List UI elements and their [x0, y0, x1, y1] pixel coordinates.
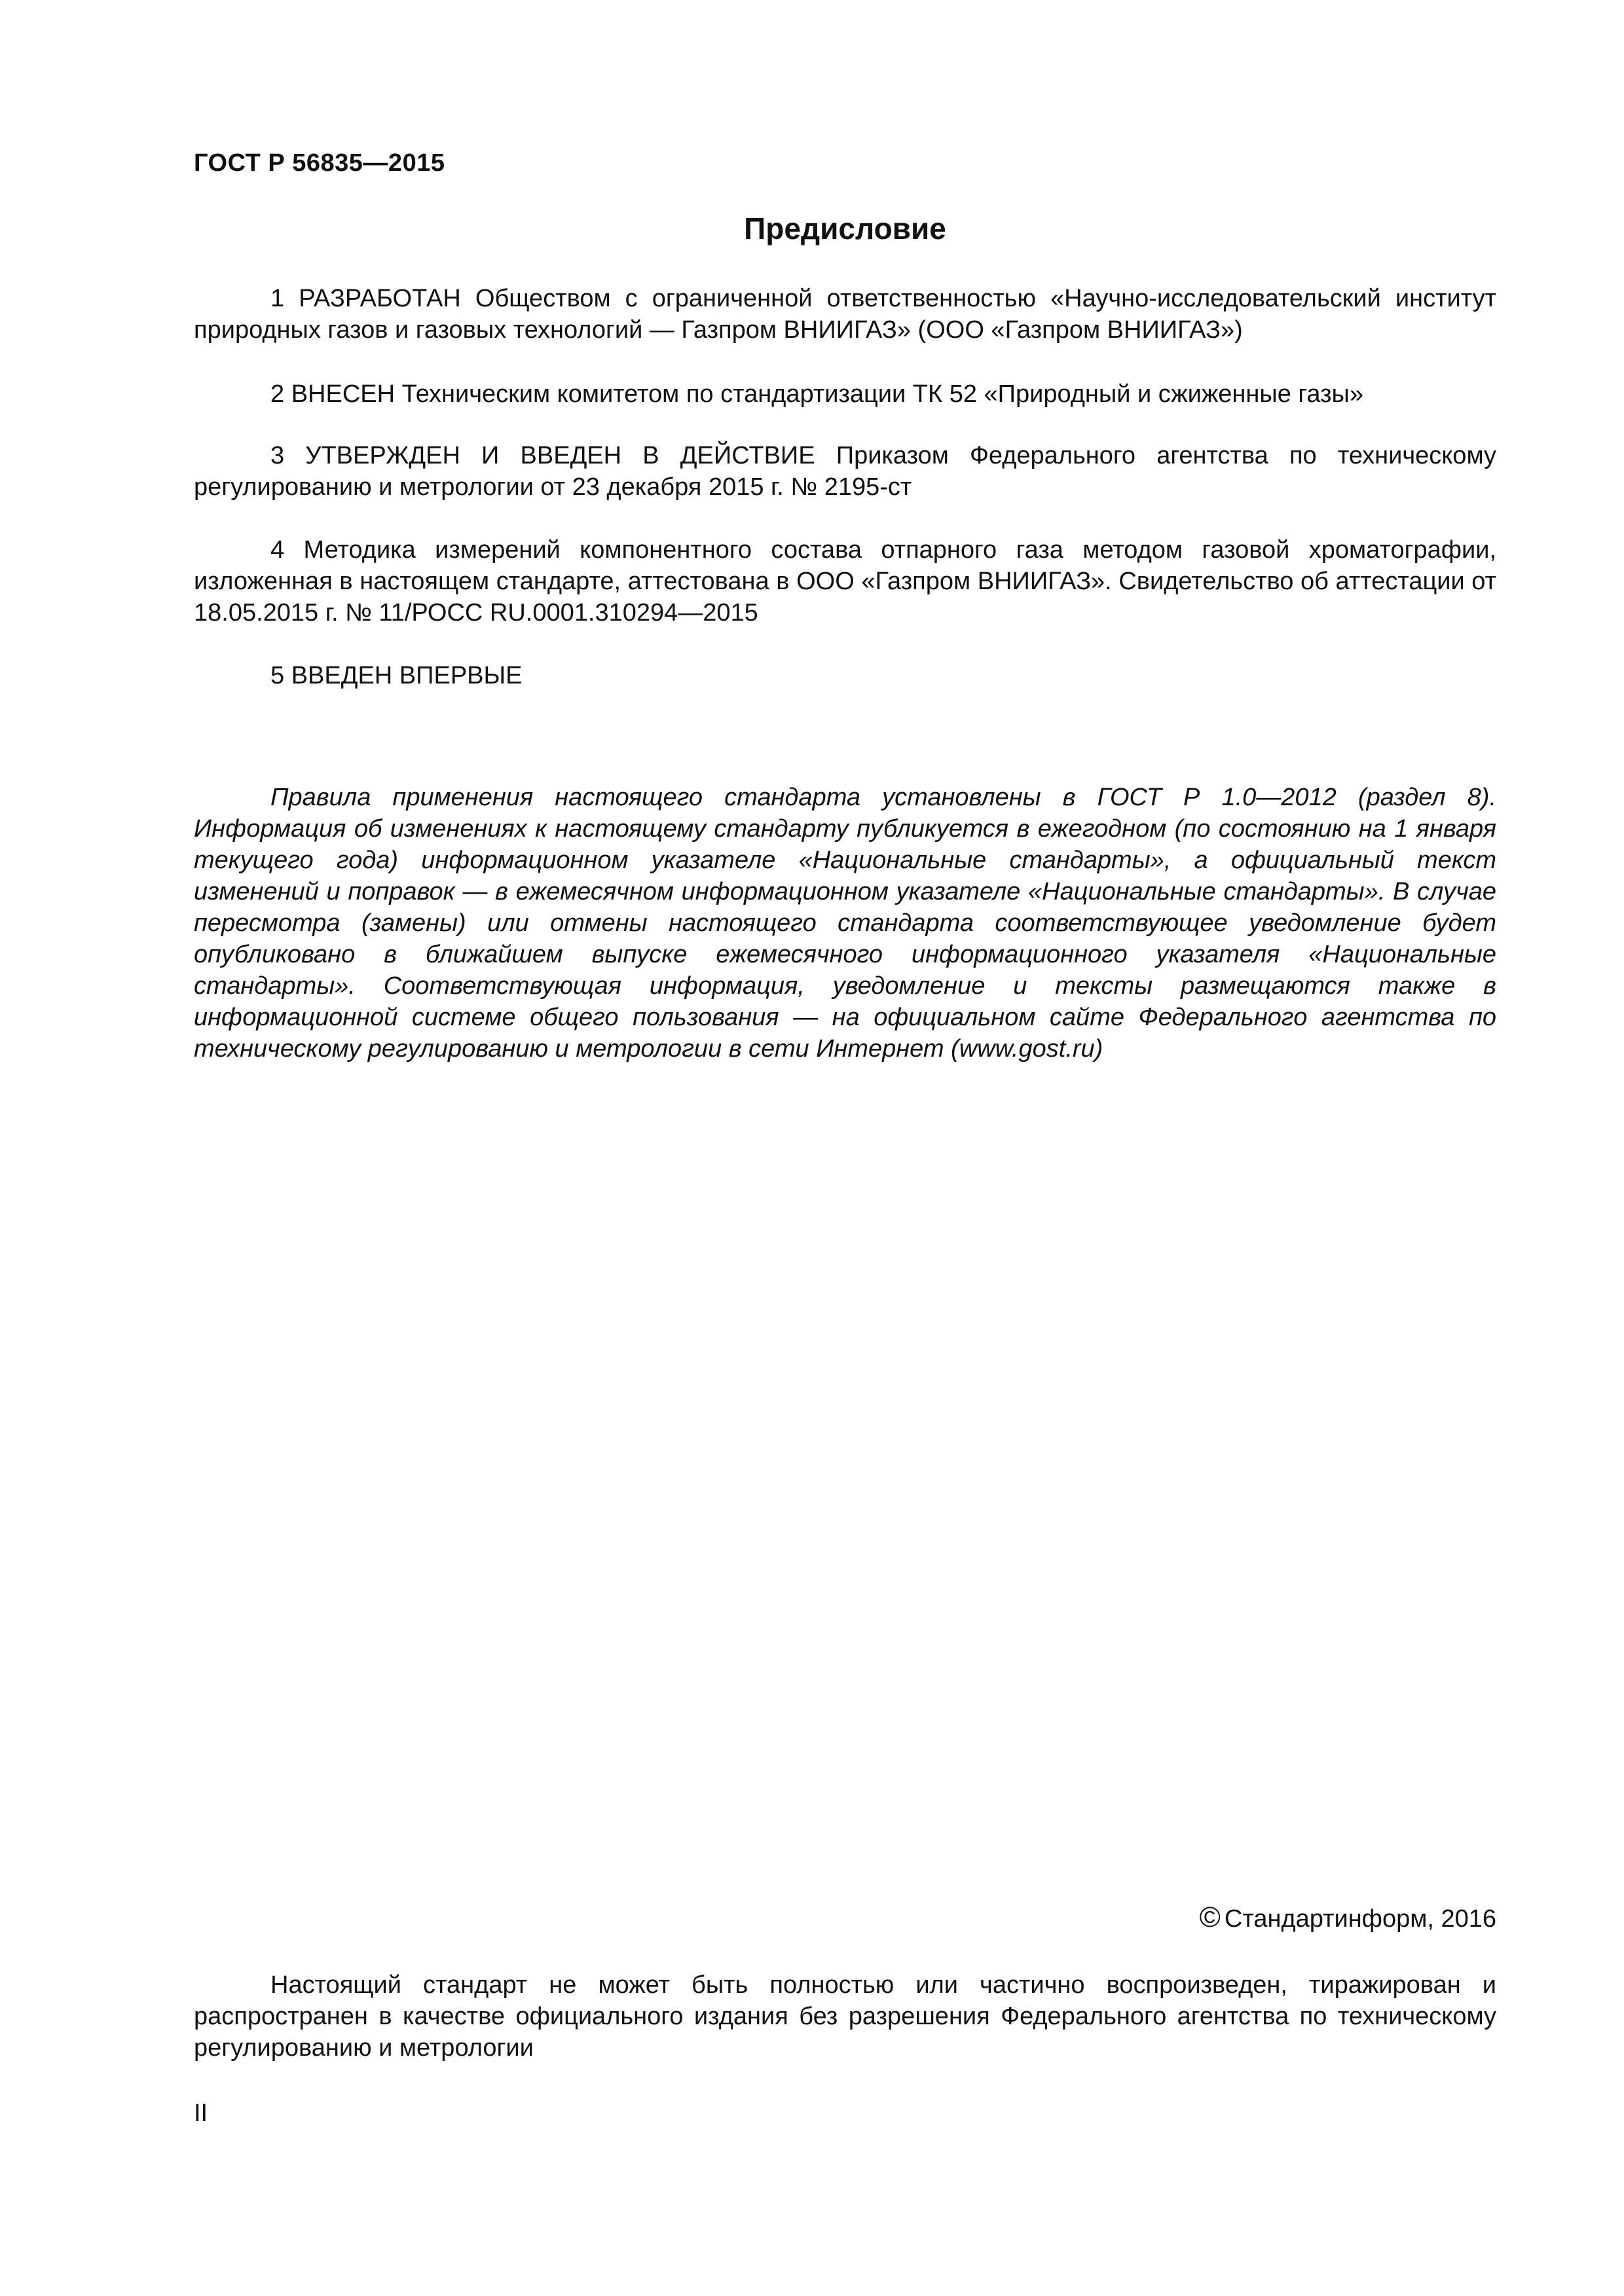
standard-id: ГОСТ Р 56835—2015	[194, 149, 445, 177]
rights-notice: Настоящий стандарт не может быть полностью или частично воспроизведен, тиражирован и распространен в качестве официального издания без разрешения Федерального агентства по техническому регулированию и метрологии	[194, 1971, 1496, 2062]
foreword-item-2: 2 ВНЕСЕН Техническим комитетом по стандартизации ТК 52 «Природный и сжиженные газы»	[270, 380, 1363, 408]
page-title: Предисловие	[744, 211, 946, 246]
copyright-icon: ©	[1199, 1901, 1221, 1933]
application-rules-note: Правила применения настоящего стандарта установлены в ГОСТ Р 1.0—2012 (раздел 8). Информация об изменениях к настоящему стандарту публикуется в ежегодном (по состоянию на 1 января текущего года) информационном указателе «Национальные стандарты», а официальный текст изменений и поправок — в ежемесячном информационном указателе «Национальные стандарты». В случае пересмотра (замены) или отмены настоящего стандарта соответствующее уведомление будет опубликовано в ближайшем выпуске ежемесячного информационного указателя «Национальные стандарты». Соответствующая информация, уведомление и тексты размещаются также в информационной системе общего пользования — на официальном сайте Федерального агентства по техническому регулированию и метрологии в сети Интернет (www.gost.ru)	[194, 784, 1496, 1063]
foreword-item-3: 3 УТВЕРЖДЕН И ВВЕДЕН В ДЕЙСТВИЕ Приказом Федерального агентства по техническому регулированию и метрологии от 23 декабря 2015 г. № 2195-ст	[194, 442, 1496, 501]
foreword-item-1: 1 РАЗРАБОТАН Обществом с ограниченной ответственностью «Научно-исследовательский институт природных газов и газовых технологий — Газпром ВНИИГАЗ» (ООО «Газпром ВНИИГАЗ»)	[194, 285, 1496, 344]
foreword-item-5: 5 ВВЕДЕН ВПЕРВЫЕ	[270, 662, 523, 689]
copyright-text: Стандартинформ, 2016	[1224, 1905, 1496, 1933]
page-number: II	[194, 2100, 208, 2127]
copyright-line	[1200, 1901, 1497, 1934]
foreword-item-4: 4 Методика измерений компонентного состава отпарного газа методом газовой хроматографии, изложенная в настоящем стандарте, аттестована в ООО «Газпром ВНИИГАЗ». Свидетельство об аттестации от 18.05.2015 г. № 11/РОСС RU.0001.310294—2015	[194, 536, 1496, 627]
